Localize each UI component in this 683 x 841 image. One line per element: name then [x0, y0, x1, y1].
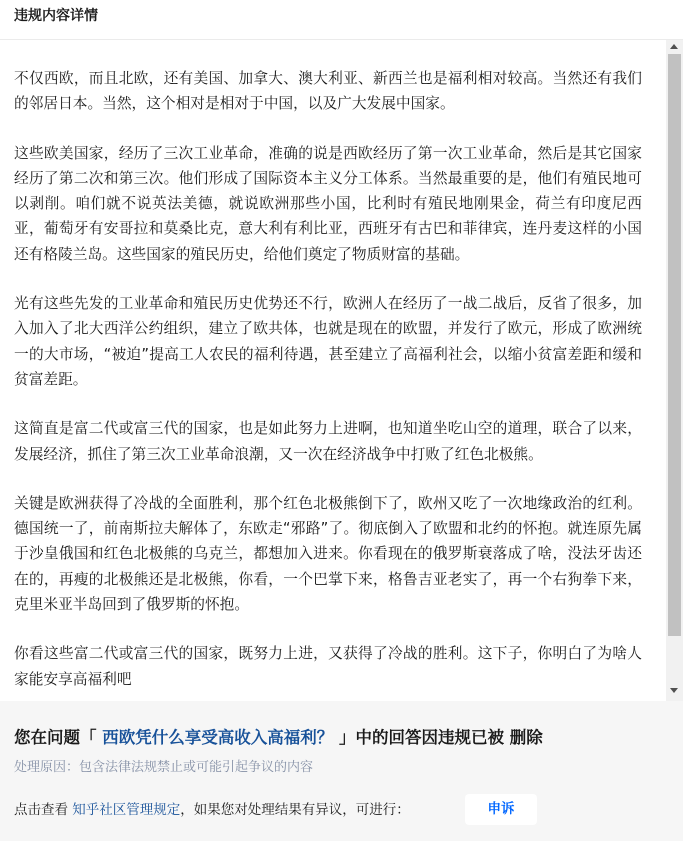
scroll-down-icon[interactable]: [670, 688, 678, 693]
scrollbar[interactable]: [666, 40, 683, 701]
paragraph: 光有这些先发的工业革命和殖民历史优势还不行，欧洲人在经历了一战二战后，反省了很多，加入加入了北大西洋公约组织，建立了欧共体，也就是现在的欧盟，并发行了欧元，形成了欧洲统一的大市场，“被迫”提高工人农民的福利待遇，甚至建立了高福利社会，以缩小贫富差距和缓和贫富差距。: [14, 295, 642, 388]
violation-footer: [0, 701, 683, 841]
rules-suffix: ，如果您对处理结果有异议，可进行：: [180, 802, 410, 818]
notice-prefix: 您在问题「: [14, 728, 97, 747]
community-rules-link[interactable]: 知乎社区管理规定: [72, 802, 181, 818]
notice-middle: 」中的回答因违规已被: [339, 728, 504, 747]
rules-line: [14, 801, 410, 819]
paragraph: 关键是欧洲获得了冷战的全面胜利，那个红色北极熊倒下了，欧州又吃了一次地缘政治的红利。德国统一了，前南斯拉夫解体了，东欧走“邪路”了。彻底倒入了欧盟和北约的怀抱。就连原先属于沙皇俄国和红色北极熊的乌克兰，都想加入进来。你看现在的俄罗斯衰落成了啥，没法牙齿还在的，再瘦的北极熊还是北极熊，你看，一个巴掌下来，格鲁吉亚老实了，再一个右狗拳下来，克里米亚半岛回到了俄罗斯的怀抱。: [14, 494, 642, 614]
violation-notice: [14, 727, 543, 749]
content-area[interactable]: [0, 40, 666, 701]
page-title: 违规内容详情: [14, 8, 98, 24]
paragraph: 不仅西欧，而且北欧，还有美国、加拿大、澳大利亚、新西兰也是福利相对较高。当然还有我们的邻居日本。当然，这个相对是相对于中国，以及广大发展中国家。: [14, 70, 642, 113]
scroll-up-icon[interactable]: [670, 44, 678, 49]
header: [0, 0, 683, 40]
paragraph: 你看这些富二代或富三代的国家，既努力上进，又获得了冷战的胜利。这下子，你明白了为啥人家能安享高福利吧: [14, 645, 642, 688]
question-link[interactable]: 西欧凭什么享受高收入高福利？: [102, 728, 334, 747]
content-body: [0, 40, 642, 692]
violation-reason: 处理原因：包含法律法规禁止或可能引起争议的内容: [14, 760, 314, 775]
scrollbar-thumb[interactable]: [668, 54, 681, 636]
paragraph: 这些欧美国家，经历了三次工业革命，准确的说是西欧经历了第一次工业革命，然后是其它国家经历了第二次和第三次。他们形成了国际资本主义分工体系。当然最重要的是，他们有殖民地可以剥削。咱们就不说英法美德，就说欧洲那些小国，比利时有殖民地刚果金，荷兰有印度尼西亚，葡萄牙有安哥拉和莫桑比克，意大利有利比亚，西班牙有古巴和菲律宾，连丹麦这样的小国还有格陵兰岛。这些国家的殖民历史，给他们奠定了物质财富的基础。: [14, 144, 642, 263]
paragraph: 这简直是富二代或富三代的国家，也是如此努力上进啊，也知道坐吃山空的道理，联合了以来，发展经济，抓住了第三次工业革命浪潮，又一次在经济战争中打败了红色北极熊。: [14, 420, 642, 463]
rules-prefix: 点击查看: [14, 802, 68, 818]
appeal-button[interactable]: 申诉: [465, 794, 537, 825]
notice-action: 删除: [509, 728, 543, 747]
